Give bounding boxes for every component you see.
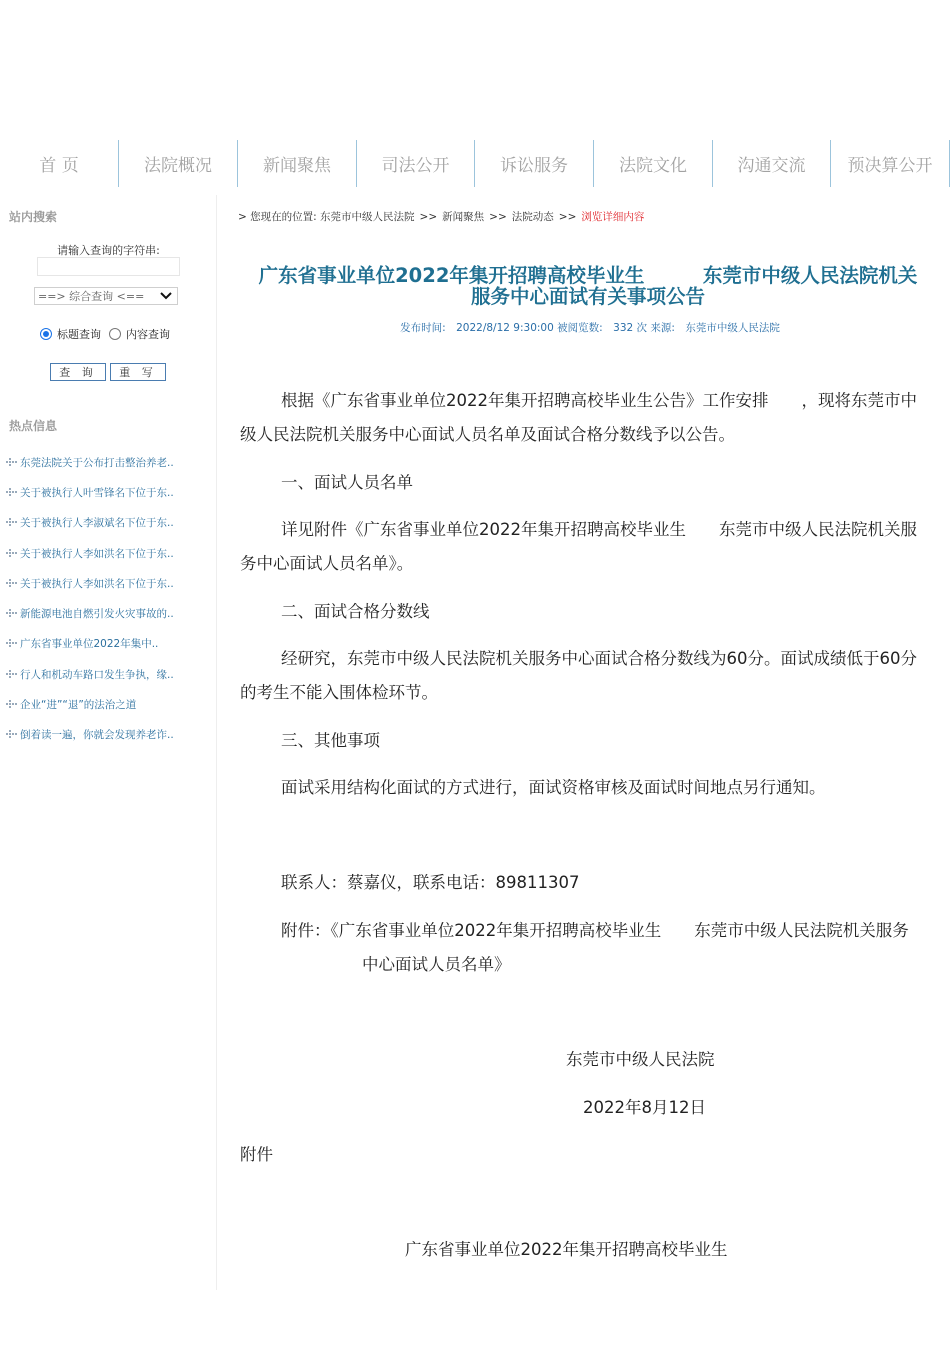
nav-item-communication[interactable]: 沟通交流 xyxy=(713,140,831,187)
attachment-line2: 中心面试人员名单》 xyxy=(362,955,511,974)
breadcrumb-arrow-icon: > xyxy=(238,210,247,223)
signature: 东莞市中级人民法院 xyxy=(566,1050,715,1069)
search-type-select[interactable] xyxy=(34,287,178,305)
nav-item-judicial-openness[interactable]: 司法公开 xyxy=(357,140,475,187)
bullet-icon xyxy=(6,670,17,679)
signature-date: 2022年8月12日 xyxy=(583,1098,706,1117)
bullet-icon xyxy=(6,639,17,648)
paragraph-intro-line2: 级人民法院机关服务中心面试人员名单及面试合格分数线予以公告。 xyxy=(240,425,735,444)
hot-item[interactable] xyxy=(6,508,206,538)
breadcrumb-current: 浏览详细内容 xyxy=(581,211,645,223)
breadcrumb-link-court[interactable]: 东莞市中级人民法院 xyxy=(320,211,415,223)
nav-item-litigation-service[interactable]: 诉讼服务 xyxy=(475,140,594,187)
hot-info-heading: 热点信息 xyxy=(9,419,58,433)
hot-item[interactable] xyxy=(6,629,206,659)
search-input[interactable] xyxy=(37,257,180,276)
hot-item[interactable] xyxy=(6,447,206,477)
breadcrumb-link-court-news[interactable]: 法院动态 xyxy=(511,211,554,223)
hot-item-label: 新能源电池自燃引发火灾事故的.. xyxy=(20,608,174,621)
breadcrumb-separator: >> xyxy=(489,210,507,223)
radio-title-search[interactable] xyxy=(40,328,52,340)
reset-button[interactable]: 重 写 xyxy=(110,363,166,381)
breadcrumb-separator: >> xyxy=(419,210,438,223)
main-nav xyxy=(0,140,950,187)
bullet-icon xyxy=(6,488,17,497)
hot-item-label: 关于被执行人叶雪锋名下位于东.. xyxy=(20,486,174,499)
appendix-label: 附件 xyxy=(240,1145,273,1164)
bullet-icon xyxy=(6,579,17,588)
bullet-icon xyxy=(6,549,17,558)
section-heading-3: 三、其他事项 xyxy=(281,731,380,750)
article-title-line2: 服务中心面试有关事项公告 xyxy=(470,285,705,308)
nav-item-news[interactable]: 新闻聚焦 xyxy=(238,140,357,187)
section-heading-2: 二、面试合格分数线 xyxy=(281,602,430,621)
hot-item-label: 倒着读一遍，你就会发现养老诈.. xyxy=(20,729,174,742)
search-prompt: 请输入查询的字符串: xyxy=(57,244,160,257)
paragraph-score-line2: 的考生不能入围体检环节。 xyxy=(240,683,438,702)
search-heading: 站内搜索 xyxy=(9,210,58,224)
search-buttons xyxy=(50,363,166,381)
hot-item-label: 企业“进”“退”的法治之道 xyxy=(20,699,137,712)
article-title-line1: 广东省事业单位2022年集开招聘高校毕业生 东莞市中级人民法院机关 xyxy=(258,264,918,287)
hot-item[interactable] xyxy=(6,659,206,689)
breadcrumb-separator: >> xyxy=(558,210,577,223)
article-meta: 发布时间: 2022/8/12 9:30:00 被阅览数: 332 次 来源: 东莞市中级人民法院 xyxy=(400,322,780,334)
nav-item-home[interactable]: 首 页 xyxy=(0,140,119,187)
hot-item-label: 关于被执行人李淑斌名下位于东.. xyxy=(20,517,174,530)
paragraph-score-line1: 经研究，东莞市中级人民法院机关服务中心面试合格分数线为60分。面试成绩低于60分 xyxy=(281,649,917,668)
hot-item[interactable] xyxy=(6,538,206,568)
contact-line: 联系人：蔡嘉仪，联系电话：89811307 xyxy=(281,873,580,892)
article-title xyxy=(238,265,938,307)
nav-item-court-culture[interactable]: 法院文化 xyxy=(594,140,713,187)
chevron-down-icon xyxy=(155,288,177,304)
hot-item-label: 广东省事业单位2022年集中.. xyxy=(20,638,159,651)
hot-item[interactable] xyxy=(6,568,206,598)
radio-title-label: 标题查询 xyxy=(57,328,101,341)
appendix-title: 广东省事业单位2022年集开招聘高校毕业生 xyxy=(405,1240,728,1259)
bullet-icon xyxy=(6,609,17,618)
bullet-icon xyxy=(6,518,17,527)
hot-info-list xyxy=(6,447,206,750)
radio-content-search[interactable] xyxy=(109,328,121,340)
nav-item-court-overview[interactable]: 法院概况 xyxy=(119,140,238,187)
bullet-icon xyxy=(6,700,17,709)
hot-item-label: 行人和机动车路口发生争执，缘.. xyxy=(20,668,174,681)
paragraph-other: 面试采用结构化面试的方式进行，面试资格审核及面试时间地点另行通知。 xyxy=(281,778,826,797)
breadcrumb-link-news[interactable]: 新闻聚焦 xyxy=(442,211,485,223)
paragraph-list-line2: 务中心面试人员名单》。 xyxy=(240,554,414,573)
hot-item[interactable] xyxy=(6,689,206,719)
hot-item[interactable] xyxy=(6,598,206,628)
hot-item-label: 关于被执行人李如洪名下位于东.. xyxy=(20,547,174,560)
sidebar xyxy=(0,195,217,1290)
section-heading-1: 一、面试人员名单 xyxy=(281,473,413,492)
paragraph-list-line1: 详见附件《广东省事业单位2022年集开招聘高校毕业生 东莞市中级人民法院机关服 xyxy=(281,520,917,539)
search-type-value: ==> 综合查询 <== xyxy=(38,290,145,303)
breadcrumb xyxy=(238,209,644,224)
hot-item[interactable] xyxy=(6,720,206,750)
radio-content-label: 内容查询 xyxy=(126,328,170,341)
bullet-icon xyxy=(6,730,17,739)
bullet-icon xyxy=(6,458,17,467)
search-mode-radios xyxy=(40,326,178,342)
breadcrumb-prefix: 您现在的位置: xyxy=(250,211,317,223)
paragraph-intro-line1: 根据《广东省事业单位2022年集开招聘高校毕业生公告》工作安排 ，现将东莞市中 xyxy=(281,391,917,410)
query-button[interactable]: 查 询 xyxy=(50,363,106,381)
attachment-line1: 附件：《广东省事业单位2022年集开招聘高校毕业生 东莞市中级人民法院机关服务 xyxy=(281,921,909,940)
hot-item[interactable] xyxy=(6,477,206,507)
hot-item-label: 关于被执行人李如洪名下位于东.. xyxy=(20,577,174,590)
hot-item-label: 东莞法院关于公布打击整治养老.. xyxy=(20,456,174,469)
nav-item-budget-disclosure[interactable]: 预决算公开 xyxy=(831,140,950,187)
